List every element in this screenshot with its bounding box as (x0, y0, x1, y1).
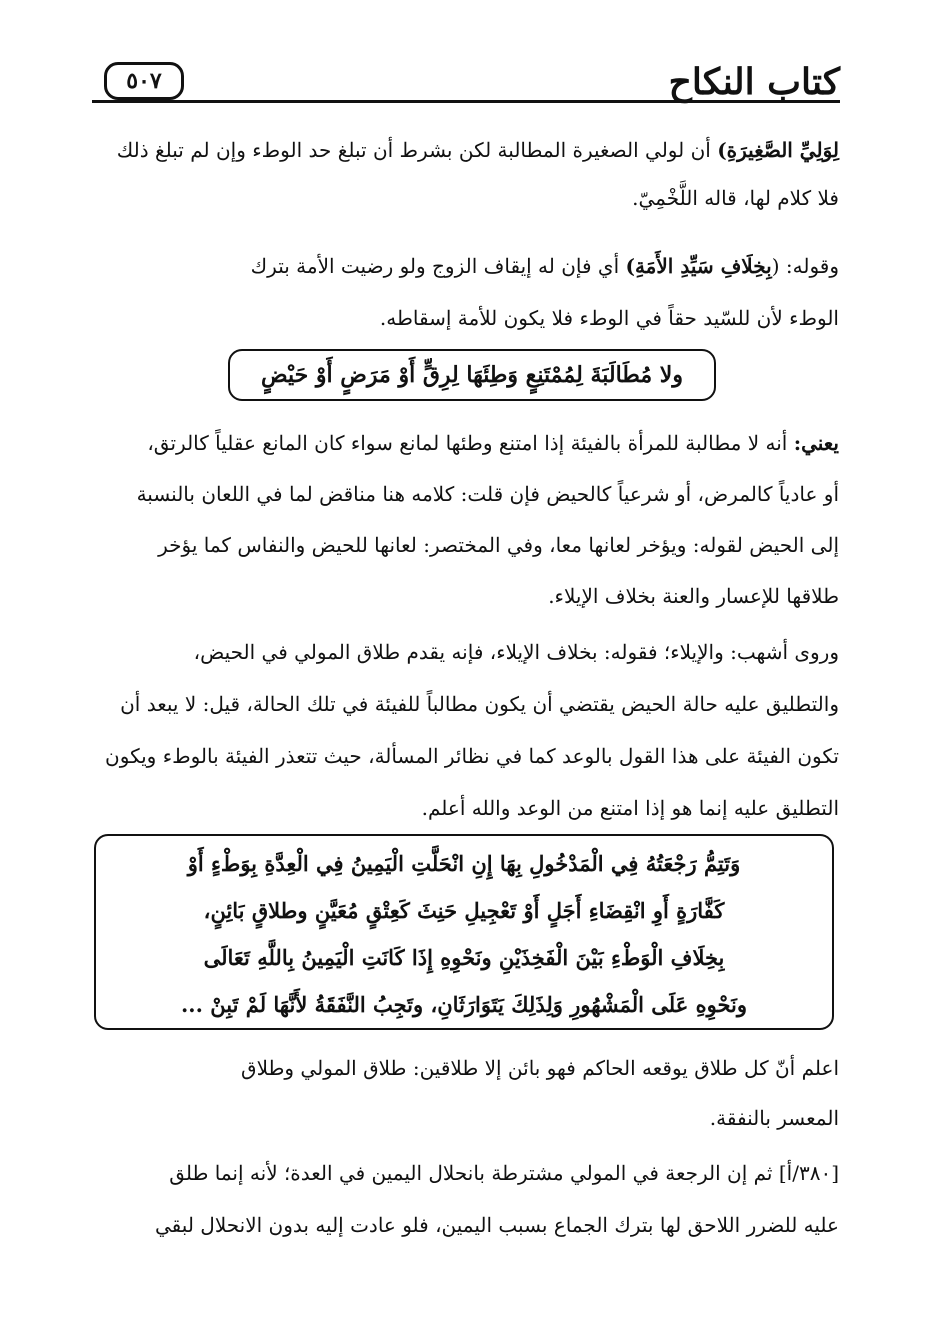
commentary-text: وروى أشهب: والإيلاء؛ فقوله: بخلاف الإيلاء، فإنه يقدم طلاق المولي في الحيض، (193, 640, 839, 664)
matn-line: وَتَتِمُّ رَجْعَتُهُ فِي الْمَدْخُولِ بِهَا إِنِ انْحَلَّتِ الْيَمِينُ فِي الْعِدَّةِ بِوَطْءٍ أَوْ (187, 851, 741, 876)
commentary-text: [٣٨٠/أ] ثم إن الرجعة في المولي مشترطة بانحلال اليمين في العدة؛ لأنه إنما طلق (169, 1161, 839, 1185)
commentary-term: لِوَلِيِّ الصَّغِيرَةِ) (717, 138, 839, 162)
matn-line: بِخِلَافِ الْوَطْءِ بَيْنَ الْفَخِذَيْنِ ونَحْوِهِ إِذَا كَانَتِ الْيَمِينُ بِاللَّهِ تَعَالَى (203, 945, 725, 970)
commentary-paragraph-1 (89, 126, 839, 222)
commentary-text: أنه لا مطالبة للمرأة بالفيئة إذا امتنع وطئها لمانع سواء كان المانع عقلياً كالرتق، (147, 431, 788, 455)
commentary-text: والتطليق عليه حالة الحيض يقتضي أن يكون مطالباً للفيئة في تلك الحالة، قيل: لا يبعد أن (120, 692, 839, 716)
commentary-text: المعسر بالنفقة. (709, 1106, 839, 1130)
commentary-text: طلاقها للإعسار والعنة بخلاف الإيلاء. (548, 584, 839, 608)
commentary-text: الوطء لأن للسّيد حقاً في الوطء فلا يكون للأمة إسقاطه. (379, 306, 839, 330)
commentary-text: أي فإن له إيقاف الزوج ولو رضيت الأمة بترك (250, 254, 620, 278)
matn-line: ونَحْوِهِ عَلَى الْمَشْهُورِ وَلِذَلِكَ يَتَوَارَثَانِ، وتَجِبُ النَّفَقَةُ لأَنَّهَا لَمْ تَبِنْ ... (181, 992, 747, 1017)
matn-line: ولا مُطَالَبَةَ لِمُمْتَنِعٍ وَطِئَهَا لِرِقٍّ أَوْ مَرَضٍ أَوْ حَيْضٍ (261, 362, 683, 388)
commentary-paragraph-2 (89, 240, 839, 344)
book-title: كتاب النكاح (668, 61, 840, 103)
matn-box-2 (94, 834, 834, 1030)
commentary-term: بِخِلَافِ سَيِّدِ الأَمَةِ) (625, 254, 772, 278)
commentary-paragraph-6 (89, 1147, 839, 1251)
page-header (92, 60, 840, 108)
commentary-label: يعني: (793, 431, 839, 455)
commentary-text: تكون الفيئة على هذا القول بالوعد كما في نظائر المسألة، حيث تتعذر الفيئة بالوطء ويكون (105, 744, 839, 768)
commentary-paragraph-5 (89, 1043, 839, 1143)
commentary-text: فلا كلام لها، قاله اللَّخْمِيّ. (632, 186, 839, 210)
commentary-text: أن لولي الصغيرة المطالبة لكن بشرط أن تبلغ حد الوطء وإن لم تبلغ ذلك (116, 138, 711, 162)
commentary-paragraph-3 (89, 418, 839, 622)
matn-box-1 (228, 349, 716, 401)
commentary-paragraph-4 (89, 626, 839, 834)
commentary-text: وقوله: ( (771, 254, 839, 278)
commentary-text: التطليق عليه إنما هو إذا امتنع من الوعد والله أعلم. (421, 796, 839, 820)
header-rule (92, 100, 840, 103)
commentary-text: إلى الحيض لقوله: ويؤخر لعانها معا، وفي المختصر: لعانها للحيض والنفاس كما يؤخر (158, 533, 839, 557)
commentary-text: عليه للضرر اللاحق لها بترك الجماع بسبب اليمين، فلو عادت إليه بدون الانحلال لبقي (155, 1213, 839, 1237)
commentary-text: أو عادياً كالمرض، أو شرعياً كالحيض فإن قلت: كلامه هنا مناقض لما في اللعان بالنسبة (136, 482, 839, 506)
commentary-text: اعلم أنّ كل طلاق يوقعه الحاكم فهو بائن إلا طلاقين: طلاق المولي وطلاق (241, 1056, 839, 1080)
matn-line: كَفَّارَةٍ أَوِ انْقِضَاءِ أَجَلٍ أَوْ تَعْجِيلِ حَنِثَ كَعِتْقٍ مُعَيَّنٍ وطلاقٍ بَائِنٍ، (203, 898, 725, 923)
page-number: ٥٠٧ (104, 62, 184, 100)
